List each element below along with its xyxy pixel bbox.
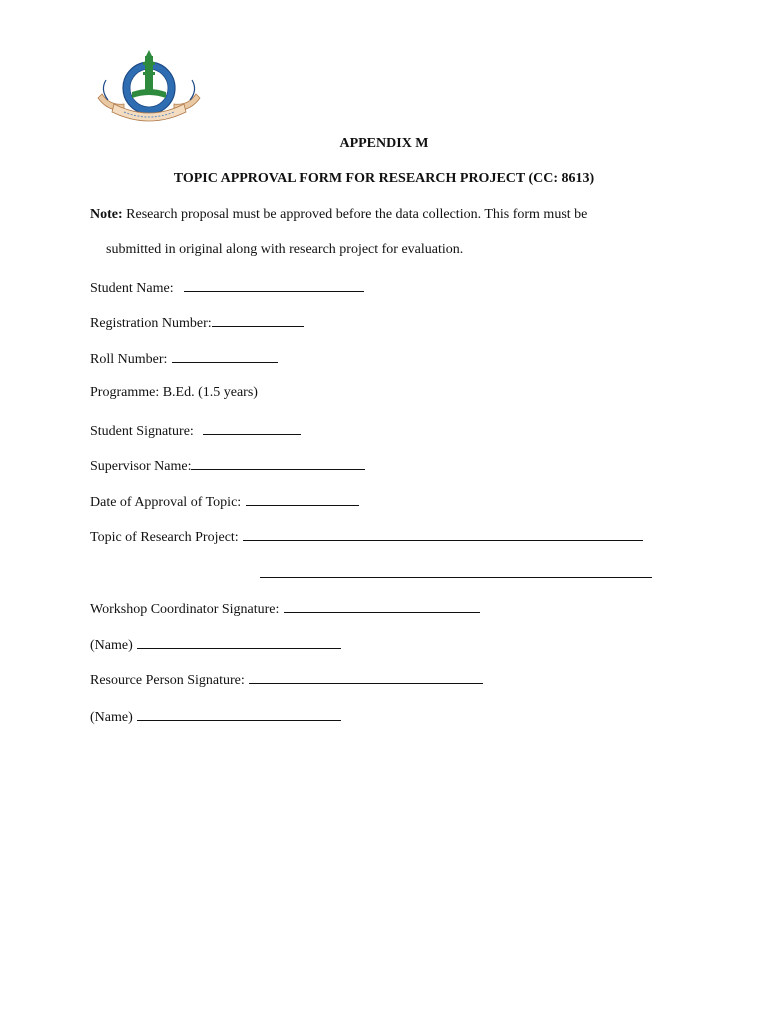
supervisor-name-label: Supervisor Name: xyxy=(90,459,192,474)
note-label: Note: xyxy=(90,207,123,222)
topic-row xyxy=(90,526,643,547)
student-signature-label: Student Signature: xyxy=(90,424,194,439)
form-title: TOPIC APPROVAL FORM FOR RESEARCH PROJECT (CC: 8613) xyxy=(173,171,595,186)
coordinator-name-label: (Name) xyxy=(90,638,133,653)
supervisor-name-field[interactable] xyxy=(191,455,365,470)
university-crest-icon xyxy=(94,50,204,130)
workshop-coordinator-signature-field[interactable] xyxy=(284,598,480,613)
coordinator-name-field[interactable] xyxy=(137,634,341,649)
student-signature-row xyxy=(90,420,301,441)
resource-person-row xyxy=(90,669,483,690)
topic-label: Topic of Research Project: xyxy=(90,530,239,545)
workshop-coordinator-label: Workshop Coordinator Signature: xyxy=(90,602,280,617)
resource-person-label: Resource Person Signature: xyxy=(90,673,245,688)
student-signature-field[interactable] xyxy=(203,420,301,435)
roll-number-field[interactable] xyxy=(172,348,278,363)
resource-person-signature-field[interactable] xyxy=(249,669,483,684)
resource-person-name-field[interactable] xyxy=(137,706,341,721)
appendix-title: APPENDIX M xyxy=(339,136,429,151)
registration-number-label: Registration Number: xyxy=(90,316,212,331)
note-text-2: submitted in original along with research project for evaluation. xyxy=(106,242,464,257)
roll-number-label: Roll Number: xyxy=(90,352,168,367)
programme-line: Programme: B.Ed. (1.5 years) xyxy=(90,385,258,400)
registration-number-row xyxy=(90,312,304,333)
coordinator-name-row xyxy=(90,634,341,655)
student-name-label: Student Name: xyxy=(90,281,174,296)
topic-field-line-1[interactable] xyxy=(243,526,643,541)
supervisor-name-row xyxy=(90,455,365,476)
resource-person-name-row xyxy=(90,706,341,727)
workshop-coordinator-row xyxy=(90,598,480,619)
note-text-1: Research proposal must be approved before the data collection. This form must be xyxy=(122,207,588,222)
note-line-1 xyxy=(90,206,587,224)
topic-continuation-row xyxy=(260,563,652,584)
date-of-approval-label: Date of Approval of Topic: xyxy=(90,495,242,510)
student-name-row xyxy=(90,277,364,298)
resource-person-name-label: (Name) xyxy=(90,710,133,725)
student-name-field[interactable] xyxy=(184,277,364,292)
topic-field-line-2[interactable] xyxy=(260,563,652,578)
date-of-approval-field[interactable] xyxy=(246,491,359,506)
date-of-approval-row xyxy=(90,491,359,512)
roll-number-row xyxy=(90,348,278,369)
registration-number-field[interactable] xyxy=(212,312,304,327)
